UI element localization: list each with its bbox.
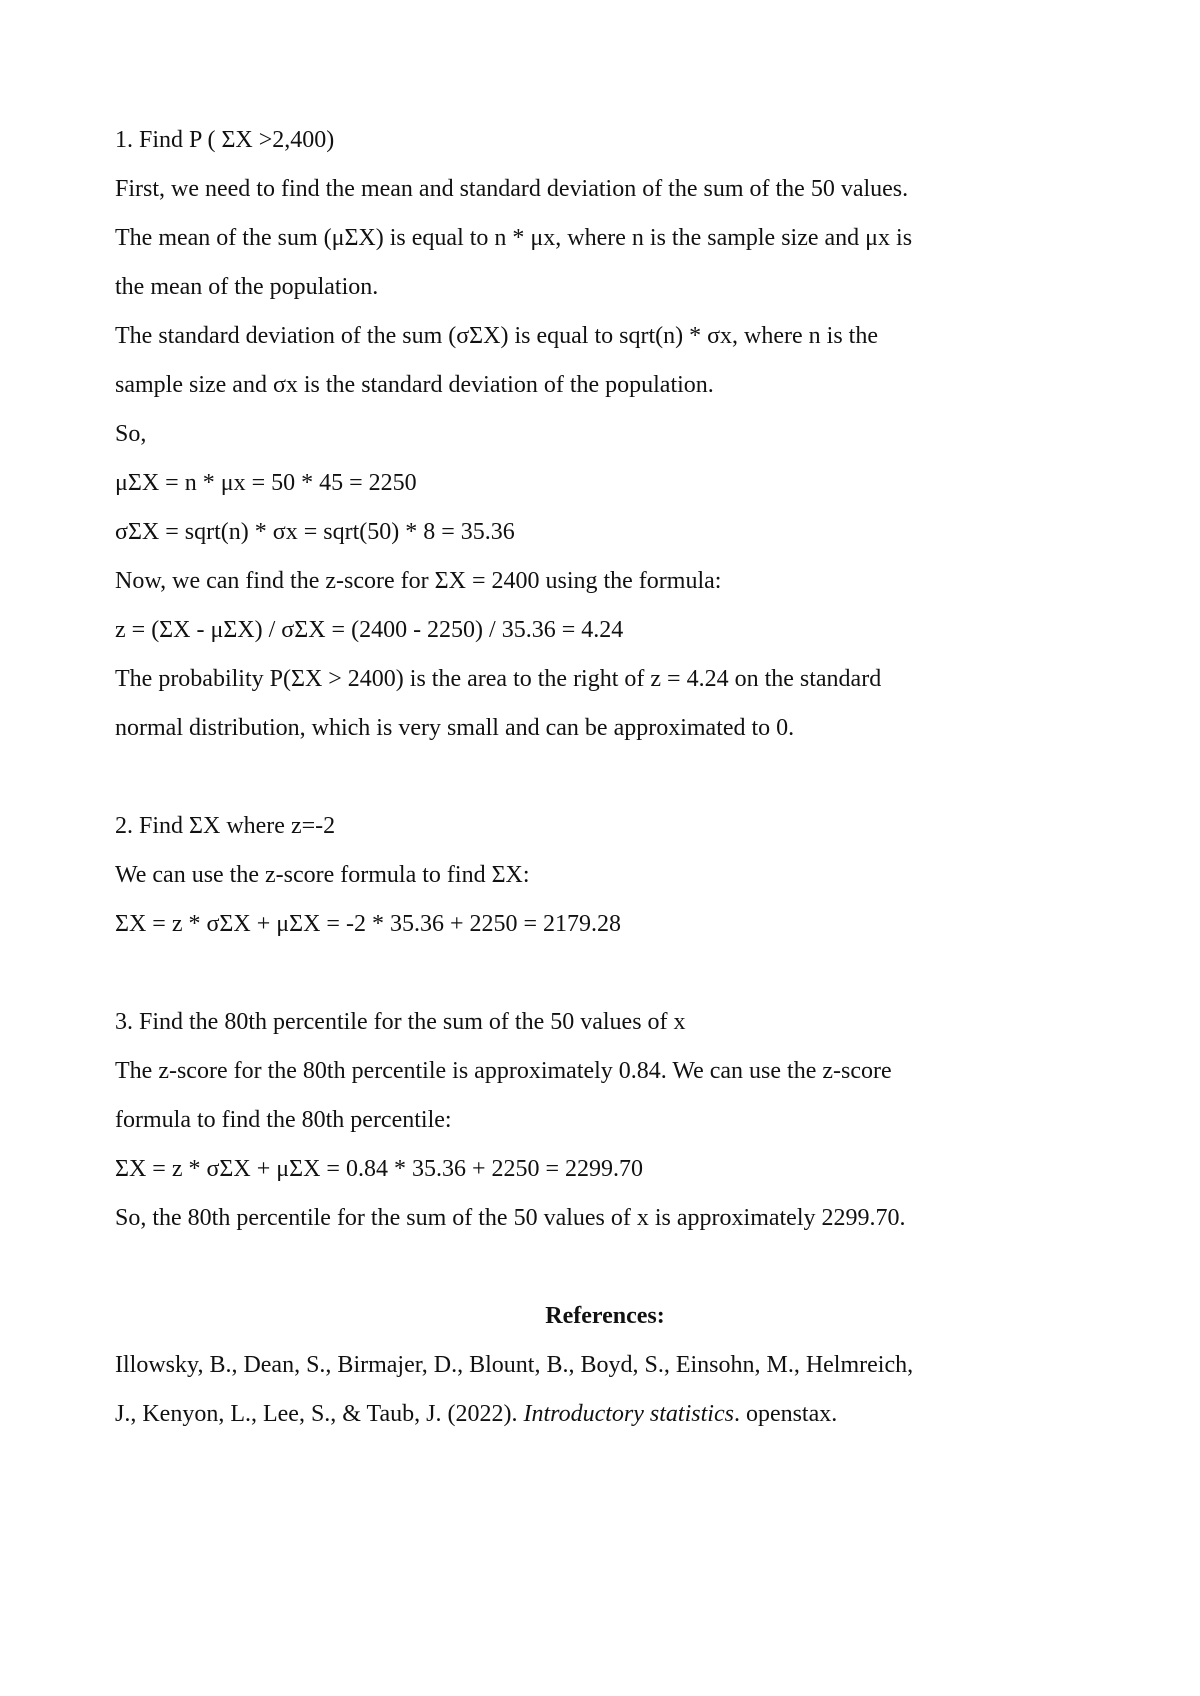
section-1-equation: z = (ΣX - μΣX) / σΣX = (2400 - 2250) / 35.36 = 4.24 [115,617,624,643]
reference-book-title: Introductory statistics [523,1401,734,1427]
section-1-line: The standard deviation of the sum (σΣX) is equal to sqrt(n) * σx, where n is the [115,323,878,349]
section-2-equation: ΣX = z * σΣX + μΣX = -2 * 35.36 + 2250 = 2179.28 [115,911,622,937]
section-3-line: So, the 80th percentile for the sum of the 50 values of x is approximately 2299.70. [115,1205,906,1231]
paragraph-gap [115,753,1095,802]
section-1-line: The mean of the sum (μΣX) is equal to n * μx, where n is the sample size and μx is [115,225,913,251]
section-3-equation: ΣX = z * σΣX + μΣX = 0.84 * 35.36 + 2250 = 2299.70 [115,1156,644,1182]
reference-line-1: Illowsky, B., Dean, S., Birmajer, D., Blount, B., Boyd, S., Einsohn, M., Helmreich, [115,1352,914,1378]
reference-authors: J., Kenyon, L., Lee, S., & Taub, J. (2022). [115,1401,524,1427]
section-1-line: The probability P(ΣX > 2400) is the area to the right of z = 4.24 on the standard [115,666,882,692]
section-1-line: First, we need to find the mean and standard deviation of the sum of the 50 values. [115,176,909,202]
section-3-line: The z-score for the 80th percentile is approximately 0.84. We can use the z-score [115,1058,892,1084]
document-body [115,116,1095,1439]
section-1-equation: μΣX = n * μx = 50 * 45 = 2250 [115,470,417,496]
section-1-line: sample size and σx is the standard deviation of the population. [115,372,714,398]
reference-line-2 [115,1390,1095,1439]
paragraph-gap [115,1243,1095,1292]
paragraph-gap [115,949,1095,998]
section-1-line: So, [115,421,147,447]
references-heading: References: [545,1303,665,1329]
section-1-title: 1. Find P ( ΣX >2,400) [115,127,335,153]
reference-publisher: . openstax. [733,1401,838,1427]
section-1-line: Now, we can find the z-score for ΣX = 2400 using the formula: [115,568,722,594]
section-3-line: formula to find the 80th percentile: [115,1107,452,1133]
section-3-title: 3. Find the 80th percentile for the sum of the 50 values of x [115,1009,686,1035]
section-2-line: We can use the z-score formula to find ΣX: [115,862,530,888]
section-1-line: the mean of the population. [115,274,379,300]
section-2-title: 2. Find ΣX where z=-2 [115,813,336,839]
section-1-line: normal distribution, which is very small and can be approximated to 0. [115,715,795,741]
section-1-equation: σΣX = sqrt(n) * σx = sqrt(50) * 8 = 35.36 [115,519,515,545]
